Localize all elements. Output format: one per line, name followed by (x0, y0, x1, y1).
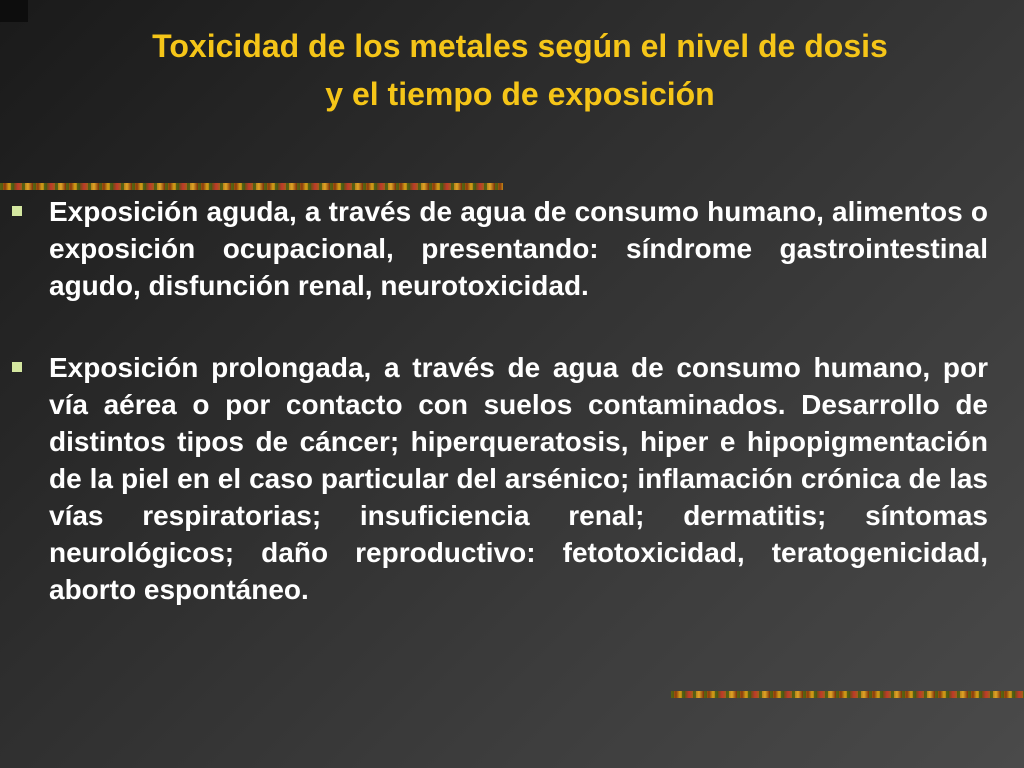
square-bullet-icon (12, 206, 22, 216)
bullet-text: Exposición aguda, a través de agua de consumo humano, alimentos o exposición ocupacional, presentando: síndrome gastrointestinal agudo, disfunción renal, neurotoxicidad. (49, 196, 988, 301)
slide-title-line-1: Toxicidad de los metales según el nivel de dosis (152, 28, 888, 64)
slide-title (40, 22, 1000, 118)
bullet-item-acute-exposure (12, 193, 988, 304)
corner-decoration (0, 0, 28, 22)
decorative-divider-top (0, 183, 503, 190)
decorative-divider-bottom (671, 691, 1024, 698)
bullet-text: Exposición prolongada, a través de agua de consumo humano, por vía aérea o por contacto con suelos contaminados. Desarrollo de distintos tipos de cáncer; hiperqueratosis, hiper e hipopigmentación de la piel en el caso particular del arsénico; inflamación crónica de las vías respiratorias; insuficiencia renal; dermatitis; síntomas neurológicos; daño reproductivo: fetotoxicidad, teratogenicidad, aborto espontáneo. (49, 352, 988, 605)
square-bullet-icon (12, 362, 22, 372)
bullet-item-prolonged-exposure (12, 349, 988, 608)
slide-title-line-2: y el tiempo de exposición (325, 76, 715, 112)
